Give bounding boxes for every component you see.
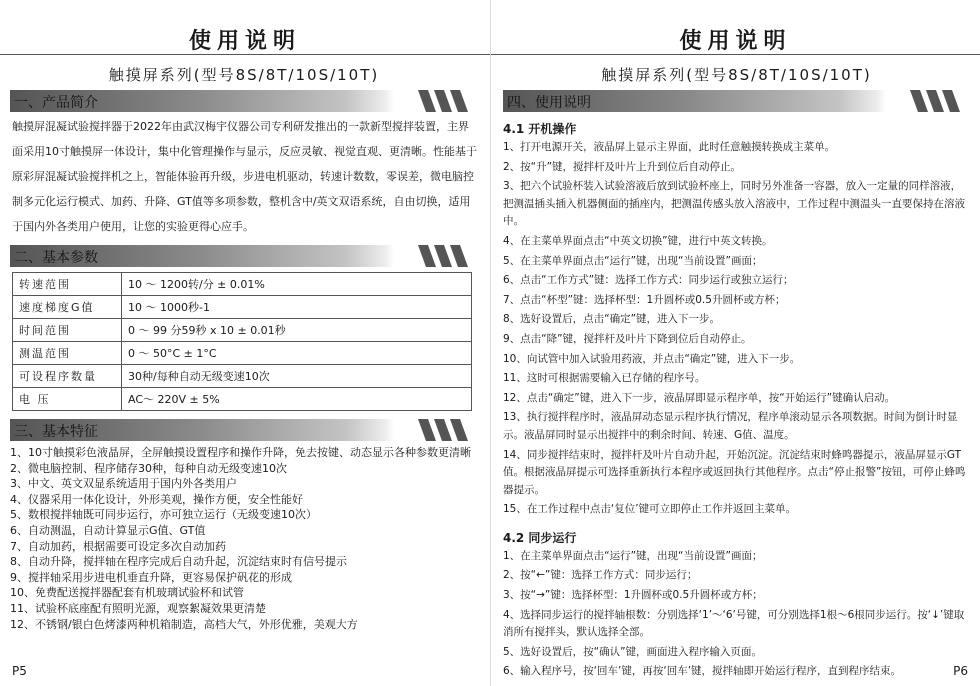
right-page [490,0,980,686]
stripe-decoration-icon [414,90,474,112]
param-value: 10 ～ 1200转/分 ± 0.01% [122,273,472,296]
list-item: 4、选择同步运行的搅拌轴根数：分别选择‘1’～‘6’号键，可分别选择1根～6根同步运行。按‘↓’键取消所有搅拌头，默认选择全部。 [503,608,965,639]
list-item: 8、选好设置后，点击“确定”键，进入下一步。 [503,313,721,326]
page-subtitle: 触摸屏系列(型号8S/8T/10S/10T) [601,66,872,84]
list-item: 5、选好设置后，按“确认”键，画面进入程序输入页面。 [503,645,763,658]
param-name: 电 压 [13,388,122,411]
list-item: 8、自动升降，搅拌轴在程序完成后自动升起，沉淀结束时有信号提示 [10,555,347,569]
list-item: 5、数根搅拌轴既可同步运行，亦可独立运行（无级变速10次） [10,508,317,522]
section-title: 二、基本参数 [14,250,98,266]
list-item: 12、不锈钢/银白色烤漆两种机箱制造，高档大气，外形优雅，美观大方 [10,617,358,631]
intro-paragraph: 触摸屏混凝试验搅拌器于2022年由武汉梅宇仪器公司专利研发推出的一款新型搅拌装置，主界面采用10寸触摸屏一体设计，集中化管理操作与显示，反应灵敏、视觉直观、更清晰。性能基于原彩屏混凝试验搅拌机之上，智能体验再升级，步进电机驱动，转速计数数，零误差，微电脑控制多元化运行模式、加药、升降、GT值等多项参数，整机含中/英文双语系统，自由切换，适用于国内外各类用户使用，让您的实验更得心应手。 [12,120,477,233]
stripe-decoration-icon [906,90,966,112]
table-row [13,365,472,388]
section-title: 四、使用说明 [507,95,591,111]
param-value: 0 ～ 50°C ± 1°C [122,342,472,365]
page-number: P5 [12,664,27,678]
stripe-decoration-icon [414,245,474,267]
list-item: 3、按“→”键：选择杯型：1升圆杯或0.5升圆杯或方杯； [503,589,763,602]
param-name: 时间范围 [13,319,122,342]
page-subtitle: 触摸屏系列(型号8S/8T/10S/10T) [108,66,380,84]
list-item: 1、10寸触摸彩色液晶屏，全屏触摸设置程序和操作升降，免去按键、动态显示各种参数更清晰 [10,446,471,459]
stripe-decoration-icon [414,419,474,441]
param-value: AC～ 220V ± 5% [122,388,472,411]
list-item: 6、自动测温，自动计算显示G值、GT值 [10,523,206,537]
list-item: 14、同步搅拌结束时，搅拌杆及叶片自动升起，开始沉淀。沉淀结束时蜂鸣器提示，液晶屏显示GT值。根据液晶屏提示可选择重新执行本程序或返回执行其他程序。点击“停止报警”按钮，可停止蜂鸣器提示。 [503,448,966,496]
section-title: 一、产品简介 [14,95,98,111]
list-item: 15、在工作过程中点击‘复位’键可立即停止工作并返回主菜单。 [503,503,797,516]
section-header-features [10,419,478,441]
list-item: 3、中文、英文双显系统适用于国内外各类用户 [10,477,237,491]
list-item: 9、搅拌轴采用步进电机垂直升降，更容易保护矾花的形成 [10,570,292,584]
startup-steps [503,139,970,519]
list-item: 10、免费配送搅拌器配套有机玻璃试验杯和试管 [10,586,244,600]
list-item: 13、执行搅拌程序时，液晶屏动态显示程序执行情况，程序单滚动显示各项数据。时间为倒计时显示。液晶屏同时显示出搅拌中的剩余时间、转速、G值、温度。 [503,411,958,441]
list-item: 5、在主菜单界面点击“运行”键，出现“当前设置”画面； [503,254,763,267]
param-name: 速度梯度G值 [13,296,122,319]
param-name: 转速范围 [13,273,122,296]
section-title: 三、基本特征 [14,424,98,440]
list-item: 12、点击“确定”键，进入下一步，液晶屏即显示程序单，按“开始运行”键确认启动。 [503,391,896,404]
list-item: 2、微电脑控制、程序储存30种，每种自动无级变速10次 [10,461,287,475]
section-header-params [10,245,478,267]
sync-run-steps [503,548,970,681]
param-name: 测温范围 [13,342,122,365]
list-item: 2、按“升”键，搅拌杆及叶片上升到位后自动停止。 [503,160,742,173]
list-item: 6、点击“工作方式”键：选择工作方式：同步运行或独立运行； [503,274,794,287]
subsection-title: 4.1 开机操作 [503,122,577,136]
list-item: 9、点击“降”键，搅拌杆及叶片下降到位后自动停止。 [503,332,752,345]
list-item: 1、打开电源开关，液晶屏上显示主界面，此时任意触摸转换成主菜单。 [503,141,836,153]
list-item: 11、这时可根据需要输入已存储的程序号。 [503,372,706,385]
subsection-title: 4.2 同步运行 [503,530,577,545]
param-name: 可设程序数量 [13,365,122,388]
param-value: 30种/每种自动无级变速10次 [122,365,472,388]
section-header-intro [10,90,478,112]
list-item: 6、输入程序号，按‘回车’键，再按‘回车’键，搅拌轴即开始运行程序，直到程序结束。 [503,665,902,678]
list-item: 10、向试管中加入试验用药液，并点击“确定”键，进入下一步。 [503,352,801,365]
table-row [13,296,472,319]
list-item: 4、仪器采用一体化设计，外形美观，操作方便，安全性能好 [10,492,303,506]
list-item: 2、按“←”键：选择工作方式：同步运行； [503,569,698,582]
table-row [13,388,472,411]
table-row [13,319,472,342]
page-title: 使用说明 [0,0,490,55]
list-item: 7、点击“杯型”键：选择杯型：1升圆杯或0.5升圆杯或方杯； [503,293,786,306]
list-item: 7、自动加药，根据需要可设定多次自动加药 [10,539,226,553]
list-item: 3、把六个试验杯装入试验溶液后放到试验杯座上，同时另外准备一容器，放入一定量的同样溶液，把测温插头插入机器侧面的插座内，把测温传感头放入溶液中，工作过程中测温头一直要保持在溶液中。 [503,180,965,228]
section-header-usage [503,90,970,112]
list-item: 1、在主菜单界面点击“运行”键，出现“当前设置”画面； [503,549,763,562]
table-row [13,273,472,296]
page-title: 使用说明 [491,0,980,55]
param-value: 10 ～ 1000秒-1 [122,296,472,319]
table-row [13,342,472,365]
params-table [12,272,472,411]
feature-list [10,445,478,632]
list-item: 4、在主菜单界面点击“中英文切换”键，进行中英文转换。 [503,234,773,247]
page-number: P6 [953,664,968,678]
list-item: 11、试验杯底座配有照明光源，观察絮凝效果更清楚 [10,601,266,615]
param-value: 0 ～ 99 分59秒 x 10 ± 0.01秒 [122,319,472,342]
